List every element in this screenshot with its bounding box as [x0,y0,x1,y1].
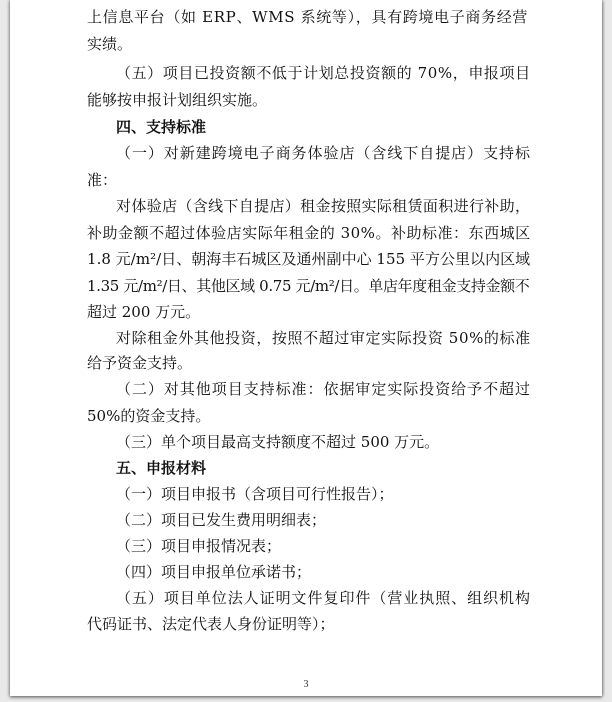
page-number: 3 [303,679,309,690]
body-line-3: （五）项目已投资额不低于计划总投资额的 70%，申报项目 [116,64,531,82]
body-line-9: 补助金额不超过体验店实际年租金的 30%。补助标准：东西城区 [87,224,531,242]
body-line-6: （一）对新建跨境电子商务体验店（含线下自提店）支持标 [116,144,531,162]
body-line-13: 对除租金外其他投资，按照不超过审定实际投资 50%的标准 [116,329,531,347]
body-line-16: 50%的资金支持。 [87,407,211,425]
body-line-21: （三）项目申报情况表； [116,537,282,555]
document-page [10,0,602,696]
body-line-15: （二）对其他项目支持标准：依据审定实际投资给予不超过 [116,380,531,398]
body-line-7: 准： [87,171,118,189]
body-line-19: （一）项目申报书（含项目可行性报告）； [116,485,394,503]
body-line-4: 能够按申报计划组织实施。 [87,91,268,109]
section-heading-support-standards: 四、支持标准 [116,118,207,136]
body-line-10: 1.8 元/m²/日、朝海丰石城区及通州副中心 155 平方公里以内区域 [87,250,531,268]
body-line-2: 实绩。 [87,35,133,53]
body-line-14: 给予资金支持。 [87,354,193,372]
body-line-22: （四）项目申报单位承诺书； [116,563,312,581]
body-line-8: 对体验店（含线下自提店）租金按照实际租赁面积进行补助， [116,197,531,215]
body-line-1: 上信息平台（如 ERP、WMS 系统等），具有跨境电子商务经营 [87,8,529,26]
body-line-24: 代码证书、法定代表人身份证明等）； [87,615,335,633]
body-line-11: 1.35 元/m²/日、其他区域 0.75 元/m²/日。单店年度租金支持金额不 [87,277,530,295]
section-heading-application-materials: 五、申报材料 [116,459,207,477]
body-line-20: （二）项目已发生费用明细表； [116,511,327,529]
body-line-12: 超过 200 万元。 [87,303,201,321]
body-line-17: （三）单个项目最高支持额度不超过 500 万元。 [116,433,440,451]
body-line-23: （五）项目单位法人证明文件复印件（营业执照、组织机构 [116,589,531,607]
